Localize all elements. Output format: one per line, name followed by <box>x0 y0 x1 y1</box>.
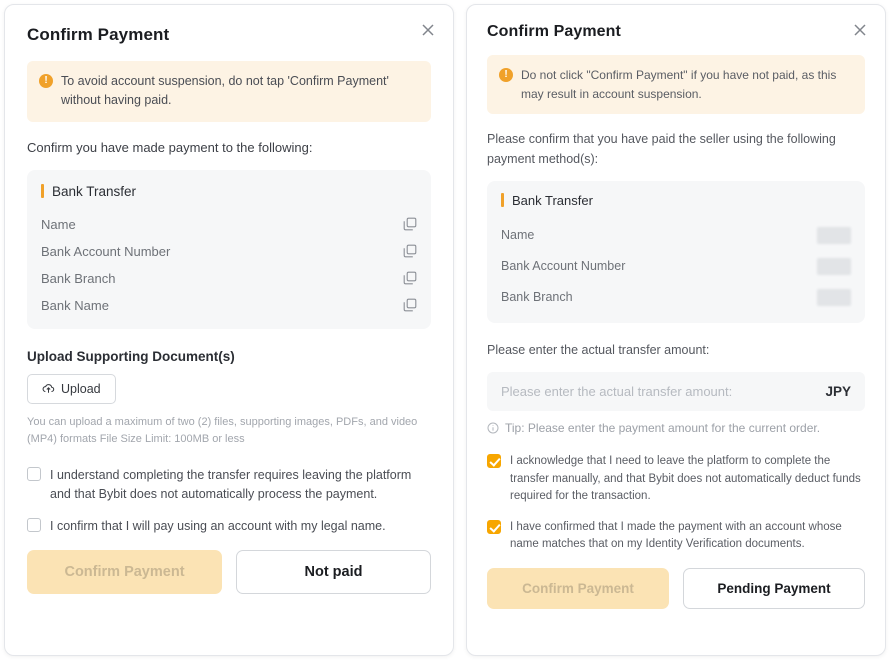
lead-text: Please confirm that you have paid the seller using the following payment method(s): <box>487 132 836 166</box>
confirm-payment-button[interactable]: Confirm Payment <box>27 550 222 594</box>
upload-cloud-icon <box>42 382 55 395</box>
close-icon[interactable] <box>419 21 437 39</box>
dialog-actions <box>487 568 865 609</box>
upload-hint: You can upload a maximum of two (2) files, supporting images, PDFs, and video (MP4) formats File Size Limit: 100MB or less <box>27 415 418 445</box>
checkbox-row <box>27 466 431 504</box>
checkbox-row <box>27 517 431 536</box>
field-label: Bank Branch <box>501 290 573 305</box>
page-title: Confirm Payment <box>27 25 170 44</box>
confirm-payment-dialog-left <box>4 4 454 656</box>
warning-banner <box>27 61 431 122</box>
not-paid-button[interactable]: Not paid <box>236 550 431 594</box>
info-icon <box>487 422 499 434</box>
table-row <box>41 292 417 319</box>
table-row <box>41 238 417 265</box>
field-label: Bank Account Number <box>41 243 171 259</box>
amount-label: Please enter the actual transfer amount: <box>487 342 710 357</box>
checkbox-legal-name[interactable] <box>27 518 41 532</box>
payment-method-name: Bank Transfer <box>512 192 593 208</box>
confirm-payment-dialog-right <box>466 4 886 656</box>
checkbox-label: I understand completing the transfer requires leaving the platform and that Bybit does not automatically process the payment. <box>50 467 412 501</box>
field-label: Bank Name <box>41 297 109 313</box>
amount-placeholder: Please enter the actual transfer amount: <box>501 384 733 400</box>
payment-method-panel <box>27 170 431 329</box>
upload-button-label: Upload <box>61 381 101 396</box>
field-label: Name <box>501 228 535 243</box>
alert-icon: ! <box>39 74 53 88</box>
field-label: Name <box>41 216 76 232</box>
checkbox-label: I confirm that I will pay using an account with my legal name. <box>50 519 386 534</box>
payment-method-panel <box>487 181 865 323</box>
page-title: Confirm Payment <box>487 23 621 40</box>
table-row <box>487 282 865 313</box>
copy-icon[interactable] <box>403 298 417 312</box>
masked-value <box>817 289 851 306</box>
transfer-amount-field[interactable] <box>487 372 865 411</box>
field-label: Bank Account Number <box>501 259 626 274</box>
table-row <box>41 211 417 238</box>
pending-payment-button[interactable]: Pending Payment <box>683 568 865 609</box>
table-row <box>487 220 865 251</box>
checkbox-leave-platform[interactable] <box>487 454 501 468</box>
checkbox-leave-platform[interactable] <box>27 467 41 481</box>
checkbox-identity-match[interactable] <box>487 520 501 534</box>
copy-icon[interactable] <box>403 271 417 285</box>
payment-method-name: Bank Transfer <box>52 183 137 199</box>
warning-banner <box>487 55 865 114</box>
upload-section-title: Upload Supporting Document(s) <box>27 348 235 364</box>
copy-icon[interactable] <box>403 217 417 231</box>
dialog-actions <box>27 550 431 594</box>
payment-method-header <box>487 193 865 208</box>
masked-value <box>817 227 851 244</box>
masked-value <box>817 258 851 275</box>
accent-bar-icon <box>501 193 504 207</box>
table-row <box>487 251 865 282</box>
close-icon[interactable] <box>851 21 869 39</box>
warning-text: Do not click "Confirm Payment" if you have not paid, as this may result in account suspension. <box>521 68 837 101</box>
lead-text: Confirm you have made payment to the following: <box>27 139 313 155</box>
currency-label: JPY <box>825 384 851 400</box>
amount-tip <box>487 421 865 435</box>
checkbox-label: I acknowledge that I need to leave the platform to complete the transfer manually, and that Bybit does not automatically deduct funds required for the transaction. <box>510 455 861 502</box>
checkbox-row <box>487 519 865 554</box>
warning-text: To avoid account suspension, do not tap 'Confirm Payment' without having paid. <box>61 74 389 108</box>
payment-method-header <box>41 184 417 199</box>
copy-icon[interactable] <box>403 244 417 258</box>
table-row <box>41 265 417 292</box>
accent-bar-icon <box>41 184 44 198</box>
confirm-payment-button[interactable]: Confirm Payment <box>487 568 669 609</box>
field-label: Bank Branch <box>41 270 116 286</box>
checkbox-row <box>487 453 865 505</box>
tip-text: Tip: Please enter the payment amount for the current order. <box>505 421 821 436</box>
upload-button[interactable] <box>27 374 116 404</box>
checkbox-label: I have confirmed that I made the payment with an account whose name matches that on my Identity Verification documents. <box>510 521 842 551</box>
alert-icon: ! <box>499 68 513 82</box>
